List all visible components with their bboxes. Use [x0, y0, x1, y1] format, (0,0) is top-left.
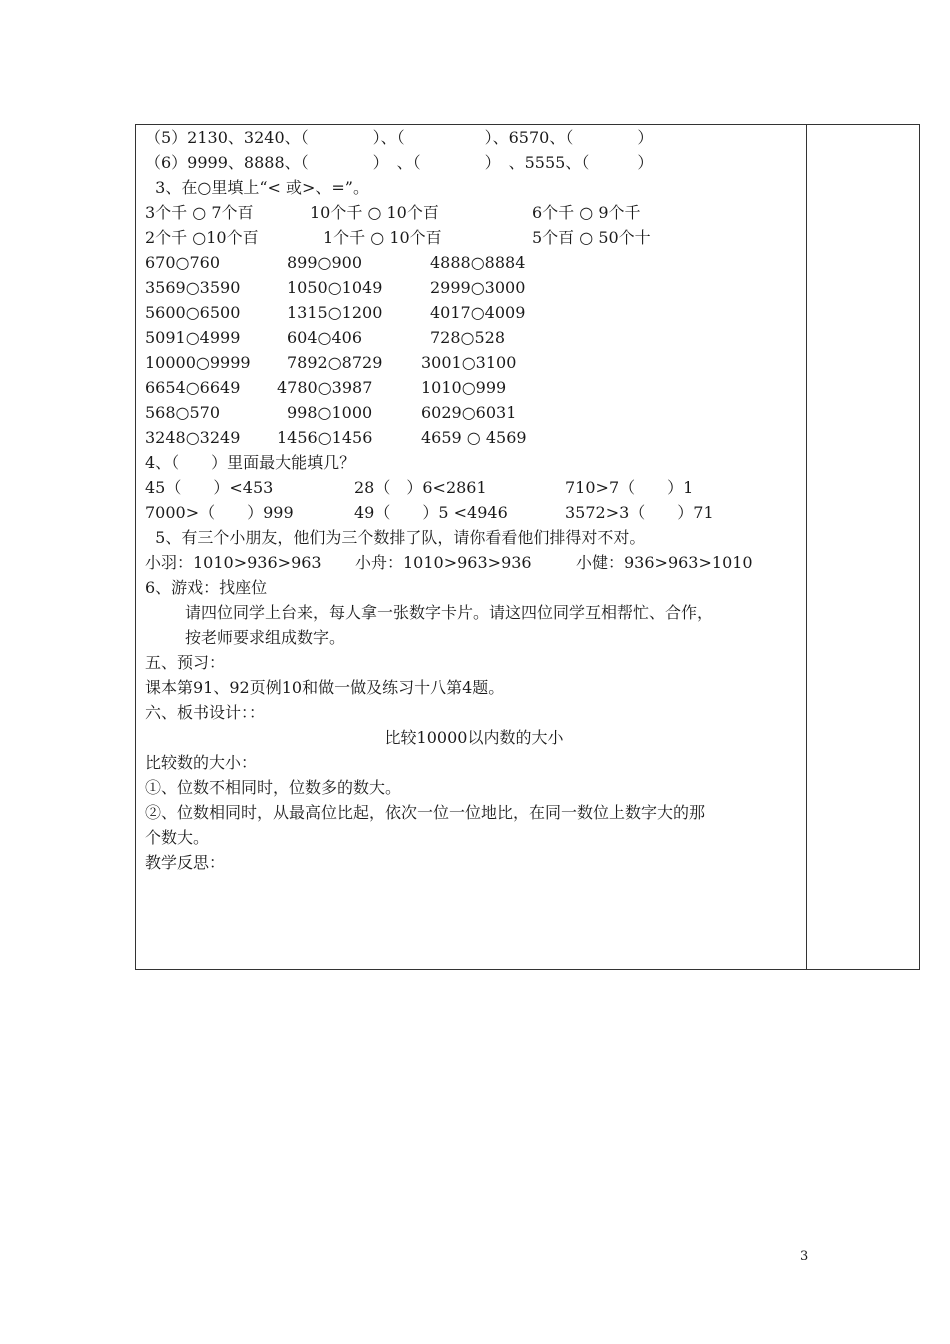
- compare-item: 3001○3100: [421, 353, 517, 372]
- board-rule-1: ①、位数不相同时，位数多的数大。: [145, 778, 402, 797]
- compare-item: 6029○6031: [421, 403, 517, 422]
- compare-item: 728○528: [430, 328, 506, 347]
- compare-numbers-row: [145, 300, 803, 325]
- sequence-item-5: （5）2130、3240、（ ）、（ ）、6570、（ ）: [145, 128, 654, 147]
- exercise-5-title: 5、有三个小朋友，他们为三个数排了队，请你看看他们排得对不对。: [145, 528, 646, 547]
- compare-item: 7892○8729: [287, 353, 383, 372]
- teaching-reflection: 教学反思：: [145, 853, 226, 872]
- board-rule-2-cont: 个数大。: [145, 828, 210, 847]
- compare-item: 5个百 ○ 50个十: [532, 228, 651, 247]
- compare-item: 6654○6649: [145, 378, 241, 397]
- compare-item: 998○1000: [287, 403, 373, 422]
- compare-item: 1010○999: [421, 378, 507, 397]
- compare-numbers-row: [145, 275, 803, 300]
- answers-row: [145, 550, 803, 575]
- game-instructions-cont: 按老师要求组成数字。: [185, 628, 346, 647]
- board-rule-2: ②、位数相同时，从最高位比起，依次一位一位地比，在同一数位上数字大的那: [145, 803, 706, 822]
- compare-item: 2999○3000: [430, 278, 526, 297]
- board-heading: 比较10000以内数的大小: [384, 728, 564, 747]
- child-answer: 小羽：1010>936>963: [145, 553, 322, 572]
- compare-numbers-row: [145, 325, 803, 350]
- preview-title: 五、预习：: [145, 653, 226, 672]
- compare-item: 1050○1049: [287, 278, 383, 297]
- preview-text: 课本第91、92页例10和做一做及练习十八第4题。: [145, 678, 505, 697]
- compare-item: 10000○9999: [145, 353, 251, 372]
- fill-in-item: 45（ ）<453: [145, 478, 274, 497]
- compare-item: 899○900: [287, 253, 363, 272]
- sequence-item-6: （6）9999、8888、（ ） 、（ ） 、5555、（ ）: [145, 153, 654, 172]
- fill-in-item: 710>7（ ）1: [565, 478, 694, 497]
- fill-in-item: 7000>（ ）999: [145, 503, 294, 522]
- compare-item: 568○570: [145, 403, 221, 422]
- compare-item: 4017○4009: [430, 303, 526, 322]
- fill-in-row: [145, 500, 803, 525]
- compare-item: 6个千 ○ 9个千: [532, 203, 641, 222]
- compare-item: 3248○3249: [145, 428, 241, 447]
- compare-numbers-row: [145, 400, 803, 425]
- exercise-3-title: 3、在○里填上“< 或>、=”。: [145, 178, 369, 197]
- fill-in-row: [145, 475, 803, 500]
- game-instructions: 请四位同学上台来，每人拿一张数字卡片。请这四位同学互相帮忙、合作，: [185, 603, 714, 622]
- compare-item: 3个千 ○ 7个百: [145, 203, 254, 222]
- compare-units-row: [145, 225, 803, 250]
- board-design-title: 六、板书设计：：: [145, 703, 266, 722]
- compare-item: 10个千 ○ 10个百: [310, 203, 439, 222]
- compare-numbers-row: [145, 250, 803, 275]
- compare-item: 604○406: [287, 328, 363, 347]
- board-subtitle: 比较数的大小：: [145, 753, 258, 772]
- compare-item: 4780○3987: [277, 378, 373, 397]
- page-number: 3: [800, 1249, 809, 1264]
- compare-item: 3569○3590: [145, 278, 241, 297]
- compare-numbers-row: [145, 350, 803, 375]
- compare-units-row: [145, 200, 803, 225]
- exercise-6-title: 6、游戏：找座位: [145, 578, 268, 597]
- fill-in-item: 49（ ）5 <4946: [354, 503, 508, 522]
- fill-in-item: 3572>3（ ）71: [565, 503, 714, 522]
- compare-item: 670○760: [145, 253, 221, 272]
- lesson-content: [145, 125, 803, 875]
- compare-item: 5600○6500: [145, 303, 241, 322]
- compare-item: 1456○1456: [277, 428, 373, 447]
- compare-item: 4659 ○ 4569: [421, 428, 527, 447]
- compare-item: 1315○1200: [287, 303, 383, 322]
- child-answer: 小健：936>963>1010: [576, 553, 753, 572]
- compare-item: 2个千 ○10个百: [145, 228, 259, 247]
- compare-numbers-row: [145, 425, 803, 450]
- compare-item: 4888○8884: [430, 253, 526, 272]
- exercise-4-title: 4、（ ）里面最大能填几？: [145, 453, 356, 472]
- fill-in-item: 28（ ）6<2861: [354, 478, 487, 497]
- compare-item: 5091○4999: [145, 328, 241, 347]
- table-column-divider: [806, 124, 807, 970]
- child-answer: 小舟：1010>963>936: [355, 553, 532, 572]
- compare-item: 1个千 ○ 10个百: [323, 228, 442, 247]
- compare-numbers-row: [145, 375, 803, 400]
